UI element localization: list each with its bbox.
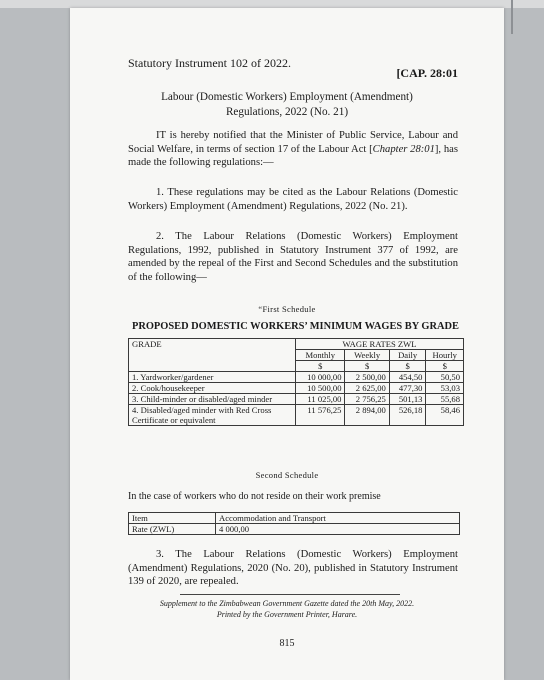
currency-weekly: $	[345, 361, 389, 372]
page-number: 815	[279, 638, 295, 649]
period-hourly: Hourly	[426, 350, 464, 361]
footer-line-2: Printed by the Government Printer, Harare.	[216, 610, 358, 619]
period-monthly: Monthly	[296, 350, 345, 361]
period-daily: Daily	[389, 350, 426, 361]
grade-cell: 3. Child-minder or disabled/aged minder	[129, 394, 296, 405]
section-2: 2. The Labour Relations (Domestic Workers) Employment Regulations, 1992, published in Statutory Instrument 377 of 1992, are amended by the repeal of the First and Second Schedules and the substitution of the following—	[128, 231, 458, 283]
intro-chapter: Chapter 28:01	[372, 143, 435, 155]
section-3: 3. The Labour Relations (Domestic Workers) Employment (Amendment) Regulations, 2020 (No. 20), published in Statutory Instrument 139 of 2020, are repealed.	[128, 549, 458, 588]
intro-post: ], has made the following regulations:—	[128, 143, 458, 169]
intro-pre: IT is hereby notified that the Minister of Public Service, Labour and Social Welfare, in terms of section 17 of the Labour Act [	[128, 130, 458, 155]
case-text: In the case of workers who do not reside on their work premise	[128, 491, 381, 502]
rate-value: 4 000,00	[216, 524, 460, 535]
monthly-cell: 10 000,00	[296, 372, 345, 383]
period-weekly: Weekly	[345, 350, 389, 361]
weekly-cell: 2 625,00	[345, 383, 389, 394]
window-top-bar	[0, 0, 544, 8]
rate-label: Rate (ZWL)	[129, 524, 216, 535]
daily-cell: 526,18	[389, 405, 426, 426]
wage-rates-header: WAGE RATES ZWL	[296, 339, 464, 350]
section-1: 1. These regulations may be cited as the Labour Relations (Domestic Workers) Employment (Amendment) Regulations, 2022 (No. 21).	[128, 187, 458, 212]
instrument-number: Statutory Instrument 102 of 2022.	[128, 56, 291, 70]
footer-divider	[180, 594, 400, 595]
table-row	[129, 524, 460, 535]
hourly-cell: 58,46	[426, 405, 464, 426]
wage-table	[128, 338, 464, 426]
grade-cell: 4. Disabled/aged minder with Red Cross Certificate or equivalent	[129, 405, 296, 426]
first-schedule-heading: “First Schedule	[258, 304, 316, 314]
item-label: Item	[129, 513, 216, 524]
wage-table-title: PROPOSED DOMESTIC WORKERS’ MINIMUM WAGES BY GRADE	[132, 321, 459, 332]
daily-cell: 501,13	[389, 394, 426, 405]
scrollbar-indicator[interactable]	[511, 0, 513, 34]
footer-text	[70, 598, 504, 620]
document-page	[70, 8, 504, 680]
table-row	[129, 513, 460, 524]
grade-header: GRADE	[129, 339, 296, 372]
daily-cell: 477,30	[389, 383, 426, 394]
hourly-cell: 50,50	[426, 372, 464, 383]
table-header-row	[129, 339, 464, 350]
daily-cell: 454,50	[389, 372, 426, 383]
monthly-cell: 11 025,00	[296, 394, 345, 405]
weekly-cell: 2 500,00	[345, 372, 389, 383]
table-row	[129, 383, 464, 394]
item-value: Accommodation and Transport	[216, 513, 460, 524]
table-row	[129, 394, 464, 405]
grade-cell: 2. Cook/housekeeper	[129, 383, 296, 394]
table-row	[129, 372, 464, 383]
footer-line-1: Supplement to the Zimbabwean Government Gazette dated the 20th May, 2022.	[159, 599, 415, 608]
regulation-title	[70, 90, 504, 120]
monthly-cell: 10 500,00	[296, 383, 345, 394]
intro-paragraph	[128, 129, 458, 170]
hourly-cell: 55,68	[426, 394, 464, 405]
weekly-cell: 2 756,25	[345, 394, 389, 405]
title-line-1: Labour (Domestic Workers) Employment (Amendment)	[161, 91, 413, 103]
chapter-reference: [CAP. 28:01	[396, 66, 458, 80]
title-line-2: Regulations, 2022 (No. 21)	[225, 106, 349, 118]
currency-hourly: $	[426, 361, 464, 372]
monthly-cell: 11 576,25	[296, 405, 345, 426]
currency-daily: $	[389, 361, 426, 372]
weekly-cell: 2 894,00	[345, 405, 389, 426]
hourly-cell: 53,03	[426, 383, 464, 394]
currency-monthly: $	[296, 361, 345, 372]
grade-cell: 1. Yardworker/gardener	[129, 372, 296, 383]
second-schedule-heading: Second Schedule	[255, 470, 319, 480]
rate-table	[128, 512, 460, 535]
table-row	[129, 405, 464, 426]
